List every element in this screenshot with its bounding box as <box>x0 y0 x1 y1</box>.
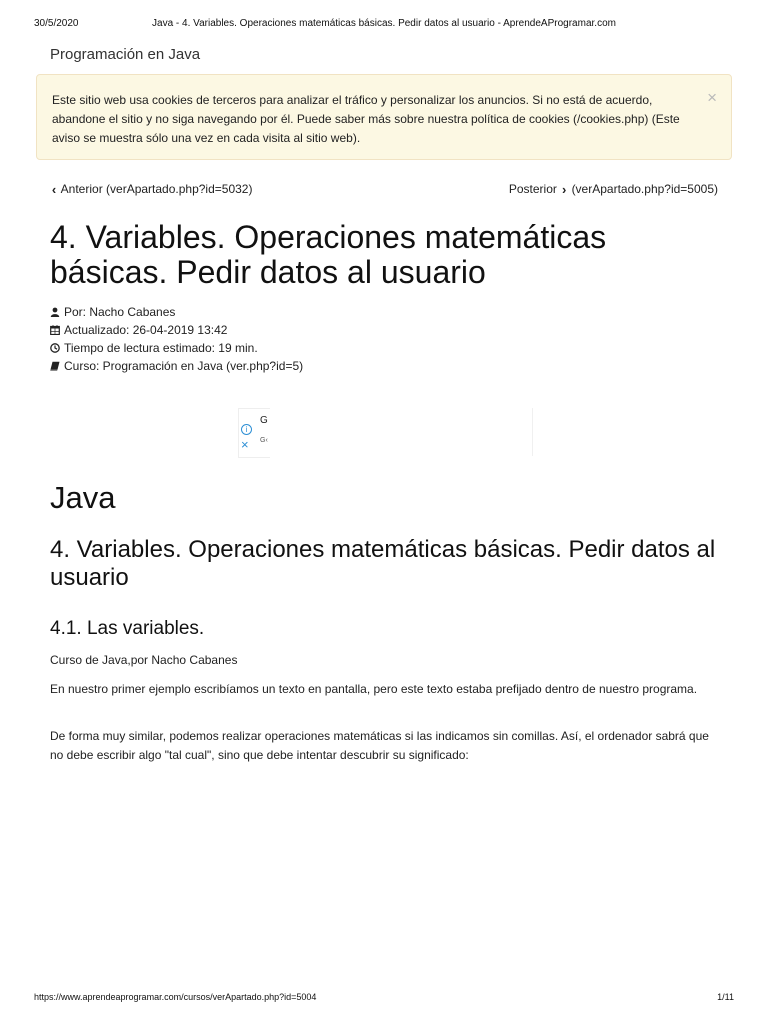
print-footer <box>34 992 734 1006</box>
print-date: 30/5/2020 <box>34 18 79 29</box>
page-counter: 1/11 <box>717 992 734 1002</box>
ad-banner[interactable] <box>238 408 533 456</box>
next-link-url: (verApartado.php?id=5005) <box>571 182 718 196</box>
meta-reading-time <box>50 339 303 357</box>
close-icon[interactable]: × <box>707 88 717 107</box>
close-icon[interactable]: × <box>241 437 249 452</box>
previous-link[interactable] <box>50 182 252 197</box>
meta-author-text: Por: Nacho Cabanes <box>64 305 176 319</box>
next-link[interactable] <box>509 182 718 197</box>
next-link-label: Posterior <box>508 182 557 196</box>
info-icon[interactable]: i <box>241 424 252 435</box>
article-meta <box>50 303 303 375</box>
cookie-notice <box>36 74 732 160</box>
chevron-right-icon: › <box>562 182 567 197</box>
paragraph-1: En nuestro primer ejemplo escribíamos un texto en pantalla, pero este texto estaba prefijado dentro de nuestro programa. <box>50 682 698 696</box>
calendar-icon <box>50 325 60 335</box>
meta-reading-time-text: Tiempo de lectura estimado: 19 min. <box>64 341 258 355</box>
print-document-title: Java - 4. Variables. Operaciones matemáticas básicas. Pedir datos al usuario - AprendeAProgramar.com <box>152 18 616 29</box>
print-header <box>34 18 734 32</box>
meta-course[interactable] <box>50 357 303 375</box>
chevron-left-icon: ‹ <box>51 182 57 197</box>
clock-icon <box>50 343 60 353</box>
ad-text-primary: G <box>260 415 268 426</box>
course-byline: Curso de Java,por Nacho Cabanes <box>50 653 238 667</box>
book-icon <box>50 361 60 371</box>
site-brand[interactable]: Programación en Java <box>50 46 201 63</box>
previous-link-label: Anterior (verApartado.php?id=5032) <box>60 182 253 196</box>
content-heading-java: Java <box>50 480 116 515</box>
meta-author <box>50 303 303 321</box>
meta-updated <box>50 321 303 339</box>
user-icon <box>50 307 60 317</box>
content-heading-section: 4.1. Las variables. <box>50 618 205 639</box>
print-url: https://www.aprendeaprogramar.com/cursos/verApartado.php?id=5004 <box>34 992 317 1002</box>
meta-course-text: Curso: Programación en Java (ver.php?id=5) <box>64 359 304 373</box>
meta-updated-text: Actualizado: 26-04-2019 13:42 <box>64 323 228 337</box>
paragraph-2: De forma muy similar, podemos realizar operaciones matemáticas si las indicamos sin comillas. Así, el ordenador sabrá que no debe escribir algo "tal cual", sino que debe intentar descubrir su significado: <box>50 729 709 762</box>
content-heading-chapter: 4. Variables. Operaciones matemáticas básicas. Pedir datos al usuario <box>50 536 716 591</box>
ad-text-secondary: G‹ <box>260 437 268 444</box>
page-title: 4. Variables. Operaciones matemáticas básicas. Pedir datos al usuario <box>50 219 607 290</box>
cookie-notice-text: Este sitio web usa cookies de terceros para analizar el tráfico y personalizar los anuncios. Si no está de acuerdo, abandone el sitio y no siga navegando por él. Puede saber más sobre nuestra política de cookies (/cookies.php) (Este aviso se muestra sólo una vez en cada visita al sitio web). <box>52 93 680 145</box>
